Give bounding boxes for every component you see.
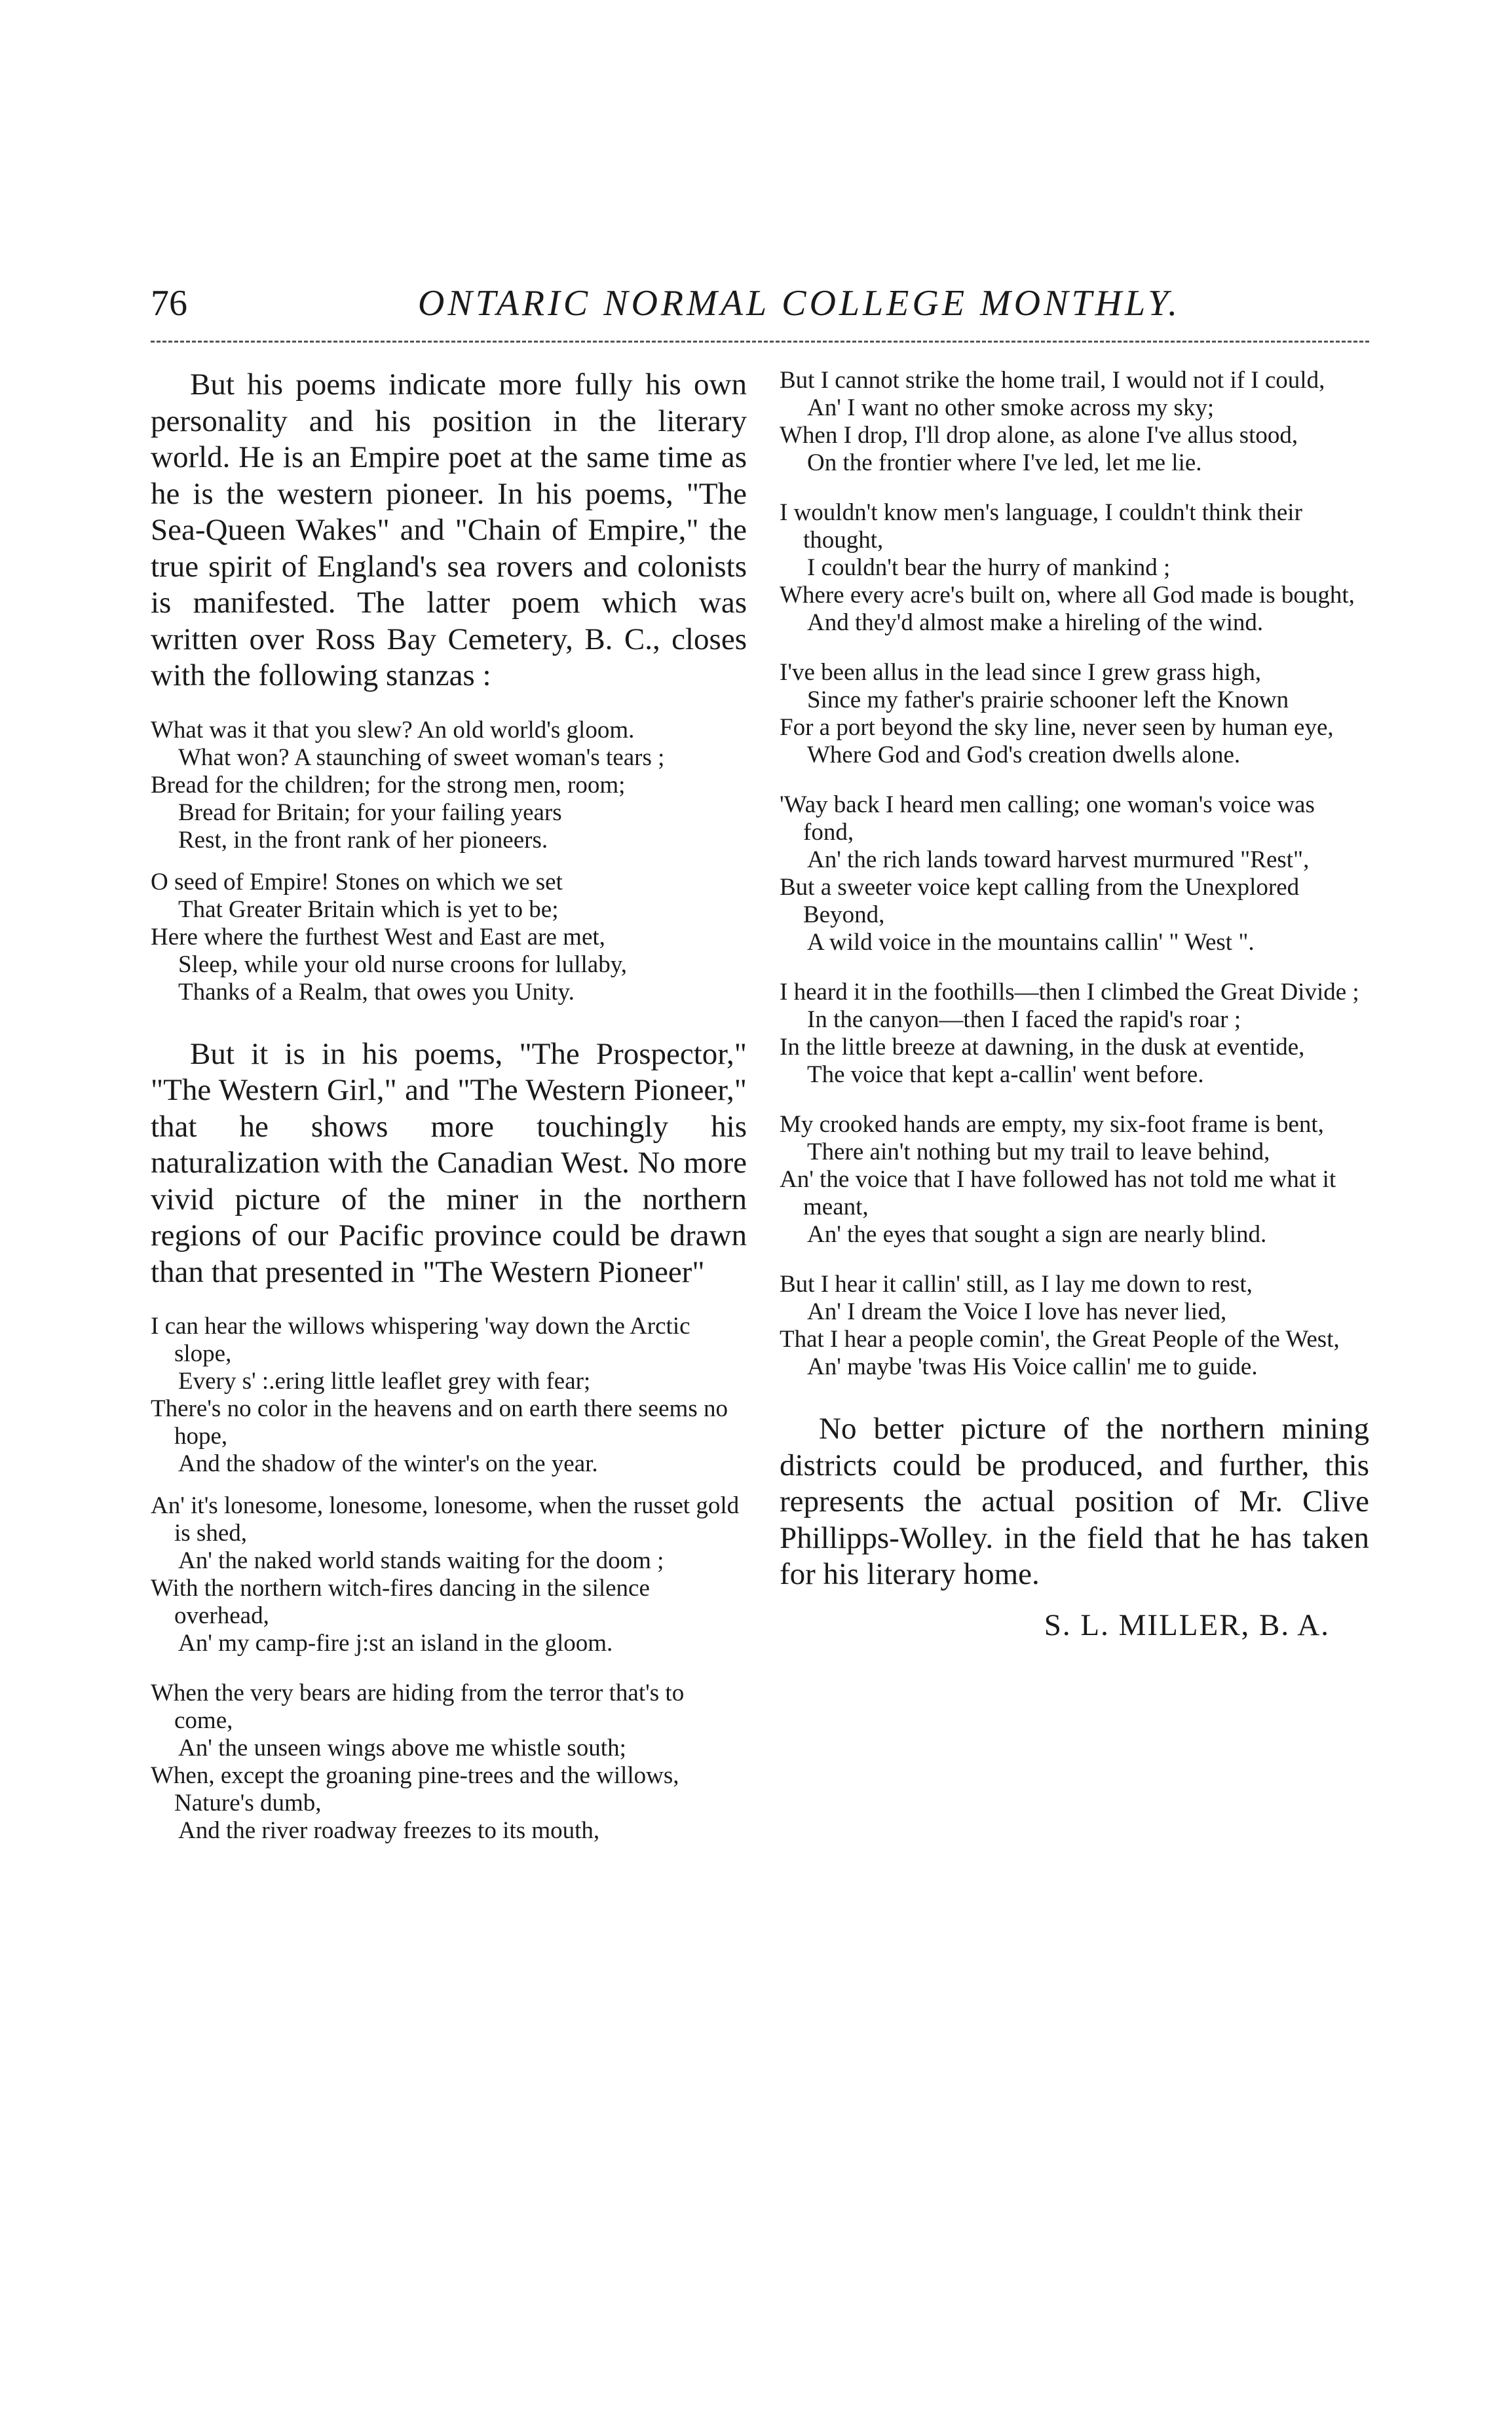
verse-line: But I hear it callin' still, as I lay me down to rest, [780,1271,1253,1298]
verse-line: I wouldn't know men's language, I couldn't think their thought, [780,499,1302,554]
running-title: ONTARIC NORMAL COLLEGE MONTHLY. [417,283,1181,324]
verse-line: An' the unseen wings above me whistle south; [178,1735,626,1761]
verse-line: With the northern witch-fires dancing in the silence overhead, [151,1575,650,1629]
verse-line: Where God and God's creation dwells alone. [807,742,1241,768]
verse-line: What was it that you slew? An old world's gloom. [151,716,635,744]
verse-line: And the river roadway freezes to its mouth, [178,1817,600,1844]
poem-stanza [780,791,1369,956]
verse-line: And the shadow of the winter's on the year. [178,1450,598,1477]
poem-stanza [151,1492,747,1657]
closing-paragraph: No better picture of the northern mining districts could be produced, and further, this represents the actual position of Mr. Clive Phillipps-Wolley. in the field that he has taken for his literary home. [780,1412,1369,1591]
verse-line: But I cannot strike the home trail, I would not if I could, [780,367,1325,394]
verse-line: Thanks of a Realm, that owes you Unity. [178,978,575,1006]
verse-line: That I hear a people comin', the Great People of the West, [780,1326,1340,1353]
poem-stanza [151,869,747,1006]
poem-stanza [151,1313,747,1478]
middle-paragraph: But it is in his poems, "The Prospector," "The Western Girl," and "The Western Pioneer," that he shows more touchingly his naturalization with the Canadian West. No more vivid picture of the miner in the northern regions of our Pacific province could be drawn than that presented in "The Western Pioneer" [151,1036,747,1289]
verse-line: On the frontier where I've led, let me lie. [807,449,1202,476]
verse-line: An' maybe 'twas His Voice callin' me to guide. [807,1353,1258,1380]
verse-line: In the canyon—then I faced the rapid's roar ; [807,1006,1241,1033]
verse-line: An' I want no other smoke across my sky; [807,394,1215,421]
author-signature: S. L. MILLER, B. A. [1044,1608,1330,1642]
verse-line: Sleep, while your old nurse croons for lullaby, [178,951,628,978]
verse-line: An' the naked world stands waiting for the doom ; [178,1547,664,1574]
verse-line: The voice that kept a-callin' went before. [807,1061,1204,1088]
verse-line: I heard it in the foothills—then I climbed the Great Divide ; [780,979,1359,1006]
verse-line: When the very bears are hiding from the terror that's to come, [151,1680,685,1734]
verse-line: Bread for the children; for the strong men, room; [151,771,626,799]
page-number: 76 [151,283,187,324]
poem-stanza [780,367,1369,477]
verse-line: I can hear the willows whispering 'way down the Arctic slope, [151,1313,690,1367]
verse-line: A wild voice in the mountains callin' " West ". [807,929,1255,956]
verse-line: In the little breeze at dawning, in the dusk at eventide, [780,1034,1305,1061]
verse-line: Since my father's prairie schooner left the Known [807,687,1289,713]
poem-stanza [151,1680,747,1845]
verse-line: Bread for Britain; for your failing years [178,799,562,826]
intro-paragraph: But his poems indicate more fully his own personality and his position in the literary world. He is an Empire poet at the same time as he is the western pioneer. In his poems, "The Sea-Queen Wakes" and "Chain of Empire," the true spirit of England's sea rovers and colonists is manifested. The latter poem which was written over Ross Bay Cemetery, B. C., closes with the following stanzas : [151,367,747,692]
verse-line: My crooked hands are empty, my six-foot frame is bent, [780,1111,1324,1138]
verse-line: An' it's lonesome, lonesome, lonesome, when the russet gold is shed, [151,1492,740,1547]
poem-stanza [780,979,1369,1089]
verse-line: That Greater Britain which is yet to be; [178,895,559,923]
verse-line: An' I dream the Voice I love has never lied, [807,1298,1227,1325]
poem-stanza [780,499,1369,637]
verse-line: I couldn't bear the hurry of mankind ; [807,554,1171,581]
verse-line: An' the eyes that sought a sign are nearly blind. [807,1221,1267,1248]
header-rule [151,341,1369,343]
poem-stanza [780,1271,1369,1381]
verse-line: I've been allus in the lead since I grew grass high, [780,659,1262,686]
verse-line: But a sweeter voice kept calling from the Unexplored Beyond, [780,874,1300,928]
page-header [151,280,1369,326]
poem-stanza [780,659,1369,769]
verse-line: O seed of Empire! Stones on which we set [151,868,563,895]
right-column [780,367,1369,1644]
verse-line: There ain't nothing but my trail to leave behind, [807,1139,1270,1165]
verse-line: An' my camp-fire j:st an island in the gloom. [178,1630,613,1657]
verse-line: Here where the furthest West and East are met, [151,923,605,951]
verse-line: Where every acre's built on, where all God made is bought, [780,582,1355,609]
verse-line: What won? A staunching of sweet woman's tears ; [178,744,665,771]
verse-line: 'Way back I heard men calling; one woman's voice was fond, [780,791,1315,846]
verse-line: An' the voice that I have followed has not told me what it meant, [780,1166,1336,1220]
verse-line: Every s' :.ering little leaflet grey with fear; [178,1368,591,1395]
poem-stanza [780,1111,1369,1249]
left-column [151,367,747,1845]
verse-line: An' the rich lands toward harvest murmured "Rest", [807,846,1310,873]
verse-line: And they'd almost make a hireling of the wind. [807,609,1264,636]
verse-line: For a port beyond the sky line, never seen by human eye, [780,714,1334,741]
verse-line: There's no color in the heavens and on earth there seems no hope, [151,1395,728,1450]
verse-line: When, except the groaning pine-trees and the willows, Nature's dumb, [151,1762,679,1817]
verse-line: Rest, in the front rank of her pioneers. [178,826,548,854]
verse-line: When I drop, I'll drop alone, as alone I've allus stood, [780,422,1298,449]
poem-stanza [151,717,747,854]
